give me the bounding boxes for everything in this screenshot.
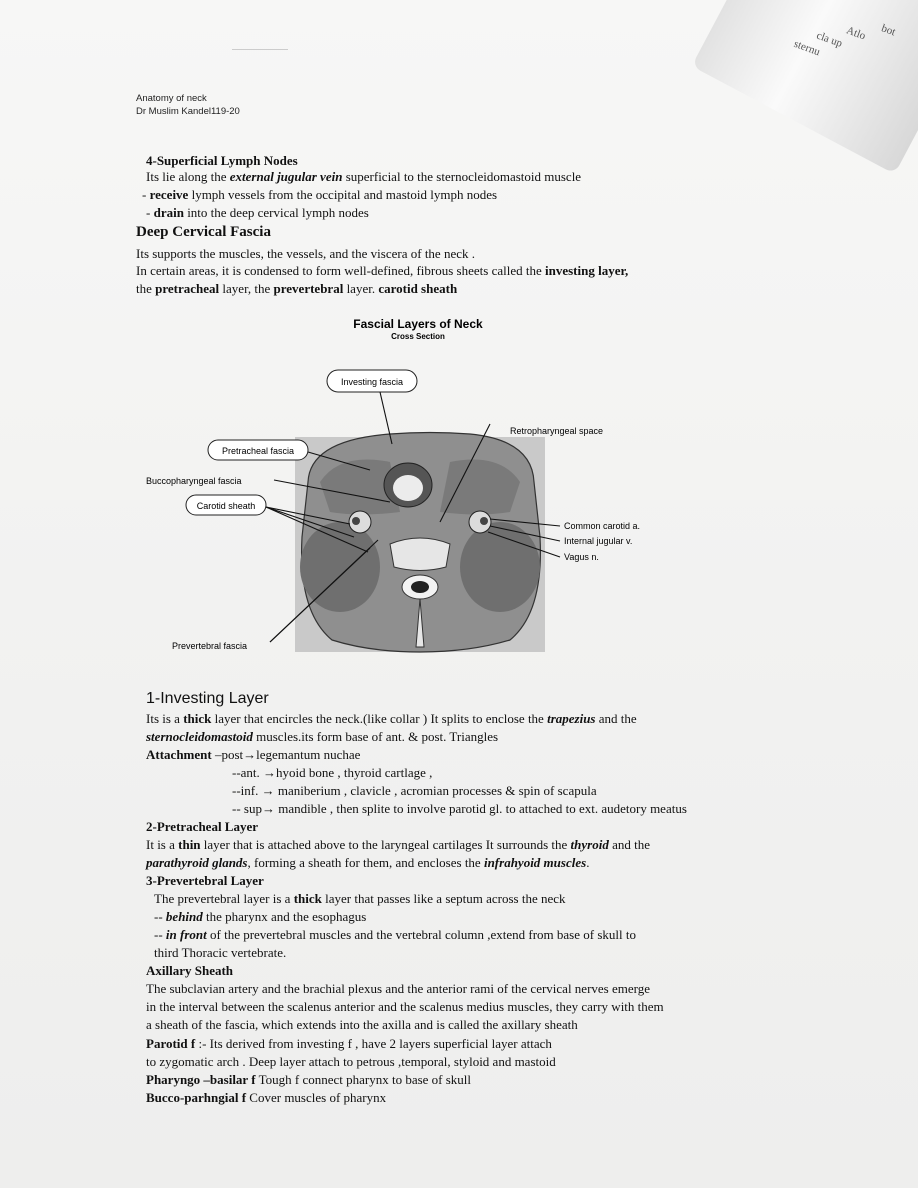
text-run-emph: infrahyoid muscles <box>483 855 587 870</box>
text-run: -- <box>154 927 166 942</box>
text-run-bold: Bucco-parhngial f <box>146 1090 247 1105</box>
spinal-cord <box>411 581 429 593</box>
investing-title: 1-Investing Layer <box>146 690 269 707</box>
text-run: In certain areas, it is condensed to form well-defined, fibrous sheets called the <box>136 263 545 278</box>
text-run-emph: in front <box>165 927 207 942</box>
text-run: into the deep cervical lymph nodes <box>183 205 369 220</box>
text-run: muscles.its form base of ant. & post. Triangles <box>252 729 499 744</box>
text-run: It is a <box>146 837 179 852</box>
diagram-title: Fascial Layers of Neck <box>353 317 483 331</box>
text-run: Its lie along the <box>146 169 230 184</box>
text-run: of the prevertebral muscles and the vertebral column ,extend from base of skull to <box>206 927 636 942</box>
label-pretracheal: Pretracheal fascia <box>221 446 295 456</box>
parotid-line-2: to zygomatic arch . Deep layer attach to petrous ,temporal, styloid and mastoid <box>146 1054 556 1069</box>
superficial-line-1 <box>146 168 581 185</box>
curl-text-1: bot <box>879 22 898 39</box>
curl-text-2: Atlo <box>844 24 868 43</box>
pretracheal-line-1 <box>146 836 650 853</box>
prevertebral-line-2 <box>154 908 366 925</box>
label-buccopharyngeal: Buccopharyngeal fascia <box>146 476 242 486</box>
text-run-emph: sternocleidomastoid <box>146 729 253 744</box>
text-run: superficial to the sternocleidomastoid muscle <box>342 169 582 184</box>
superficial-nodes-title: 4-Superficial Lymph Nodes <box>146 153 298 168</box>
axillary-line-1: The subclavian artery and the brachial plexus and the anterior rami of the cervical nerves emerge <box>146 981 651 996</box>
text-run: and the <box>595 711 637 726</box>
text-run-bold: thick <box>293 891 322 906</box>
text-run: –post→legemantum nuchae <box>211 747 361 762</box>
label-retropharyngeal: Retropharyngeal space <box>510 426 604 436</box>
text-run-bold: Pharyngo –basilar f <box>146 1072 256 1087</box>
text-run-emph: trapezius <box>547 711 596 726</box>
label-common-carotid: Common carotid a. <box>564 521 641 531</box>
text-run: layer that is attached above to the laryngeal cartilages It surrounds the <box>200 837 571 852</box>
text-run-bold: thin <box>178 837 201 852</box>
diagram-svg <box>140 312 680 662</box>
text-run-bold: thick <box>183 711 212 726</box>
curl-text-4: sternu <box>792 37 822 59</box>
investing-attachment-sup: -- sup→ mandible , then splite to involve parotid gl. to attached to ext. audetory meatus <box>232 801 687 816</box>
investing-line-1 <box>146 710 637 727</box>
text-run: Its is a <box>146 711 184 726</box>
label-internal-jugular: Internal jugular v. <box>564 536 633 546</box>
deep-fascia-title: Deep Cervical Fascia <box>136 224 271 240</box>
top-rule <box>232 49 288 50</box>
text-run-bold: drain <box>153 205 184 220</box>
text-run: the <box>136 281 156 296</box>
text-run: , forming a sheath for them, and encloses the <box>247 855 484 870</box>
text-run-bold: Parotid f <box>146 1036 196 1051</box>
deep-fascia-line-1: Its supports the muscles, the vessels, and the viscera of the neck . <box>136 246 475 261</box>
bucco-line <box>146 1089 386 1106</box>
text-run: -- <box>154 909 166 924</box>
label-carotid-sheath: Carotid sheath <box>196 501 256 511</box>
left-carotid-a <box>352 517 360 525</box>
superficial-line-3 <box>146 204 369 221</box>
axillary-line-2: in the interval between the scalenus anterior and the scalenus medius muscles, they carry with them <box>146 999 664 1014</box>
axillary-line-3: a sheath of the fascia, which extends into the axilla and is called the axillary sheath <box>146 1017 578 1032</box>
text-run: . <box>586 855 590 870</box>
text-run-emph: parathyroid glands <box>146 855 248 870</box>
vertebral-body <box>390 538 450 571</box>
text-run-bold: Attachment <box>146 747 212 762</box>
deep-fascia-line-2 <box>136 262 628 279</box>
label-prevertebral: Prevertebral fascia <box>172 641 248 651</box>
text-run-emph: external jugular vein <box>229 169 343 184</box>
text-run: layer, the <box>219 281 274 296</box>
text-run-emph: thyroid <box>570 837 609 852</box>
label-investing: Investing fascia <box>340 377 404 387</box>
prevertebral-title: 3-Prevertebral Layer <box>146 873 264 888</box>
page-header <box>136 92 240 118</box>
text-run: Cover muscles of pharynx <box>246 1090 387 1105</box>
text-run: layer that encircles the neck.(like collar ) It splits to enclose the <box>211 711 548 726</box>
trachea-lumen <box>393 475 423 501</box>
text-run: layer. <box>343 281 379 296</box>
parotid-line-1 <box>146 1035 552 1052</box>
label-vagus: Vagus n. <box>564 552 599 562</box>
text-run: - <box>146 205 154 220</box>
pharyngo-line <box>146 1071 471 1088</box>
text-run: Tough f connect pharynx to base of skull <box>255 1072 472 1087</box>
diagram-subtitle: Cross Section <box>391 332 445 341</box>
deep-fascia-line-3 <box>136 280 457 297</box>
header-line-1: Anatomy of neck <box>136 93 207 104</box>
pretracheal-line-2 <box>146 854 589 871</box>
text-run-bold: investing layer, <box>545 263 629 278</box>
prevertebral-line-4: third Thoracic vertebrate. <box>154 945 287 960</box>
text-run: and the <box>608 837 650 852</box>
text-run: - <box>142 187 150 202</box>
text-run: layer that passes like a septum across the neck <box>321 891 566 906</box>
right-carotid-a <box>480 517 488 525</box>
superficial-line-2 <box>142 186 497 203</box>
investing-attachment <box>146 746 360 763</box>
fascial-layers-diagram <box>140 312 680 662</box>
text-run-bold: receive <box>149 187 189 202</box>
text-run-bold: prevertebral <box>273 281 344 296</box>
right-muscle-mass <box>460 522 540 612</box>
text-run: the pharynx and the esophagus <box>202 909 367 924</box>
pretracheal-title: 2-Pretracheal Layer <box>146 819 259 834</box>
left-muscle-mass <box>300 522 380 612</box>
text-run: :- Its derived from investing f , have 2 layers superficial layer attach <box>195 1036 552 1051</box>
text-run-bold: carotid sheath <box>378 281 458 296</box>
investing-line-2 <box>146 728 498 745</box>
axillary-title: Axillary Sheath <box>146 963 234 978</box>
text-run-bold: pretracheal <box>155 281 220 296</box>
text-run: The prevertebral layer is a <box>154 891 294 906</box>
prevertebral-line-3 <box>154 926 636 943</box>
investing-attachment-ant: --ant. →hyoid bone , thyroid cartlage , <box>232 765 433 780</box>
header-line-2: Dr Muslim Kandel119-20 <box>136 106 240 117</box>
text-run-emph: behind <box>165 909 203 924</box>
prevertebral-line-1 <box>154 890 566 907</box>
curl-text-3: cla up <box>814 29 844 50</box>
investing-attachment-inf: --inf. → maniberium , clavicle , acromian processes & spin of scapula <box>232 783 597 798</box>
text-run: lymph vessels from the occipital and mastoid lymph nodes <box>188 187 498 202</box>
